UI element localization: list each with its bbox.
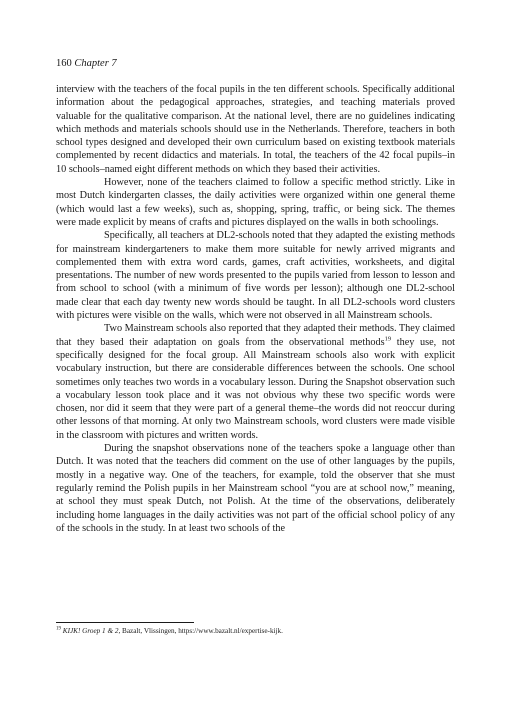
footnote-title: KIJK! Groep 1 & 2 (62, 627, 119, 635)
footnote-reference[interactable]: 19 (384, 335, 392, 343)
footnote-divider (56, 622, 194, 623)
footnote (56, 627, 476, 636)
footnote-source: , Bazalt, Vlissingen, https://www.bazalt.nl/expertise-kijk. (118, 627, 283, 635)
paragraph-5: During the snapshot observations none of the teachers spoke a language other than Dutch. It was noted that the teachers did comment on the use of other languages by the pupils, mostly in a negative way. One of the teachers, for example, told the observer that she must regularly remind the Polish pupils in her Mainstream school “you are at school now,” meaning, at school they must speak Dutch, not Polish. At the time of the observations, deliberately including home languages in the daily activities was not part of the official school policy of any of the schools in the study. In at least two schools of the (56, 443, 455, 534)
page-number: 160 (56, 58, 72, 69)
body-text (56, 83, 455, 535)
paragraph-4-text-b: they use, not specifically designed for the focal group. All Mainstream schools also work with explicit vocabulary instruction, but there are considerable differences between the schools. One school sometimes only teaches two words in a vocabulary lesson. During the Snapshot observation such a vocabulary lesson took place and it was not obvious why these two specific words were chosen, nor did it seem that they were part of a general theme–the words did not reoccur during other lessons of that morning. At only two Mainstream schools, word clusters were made visible in the classroom with pictures and written words. (56, 336, 455, 441)
running-head (56, 57, 117, 70)
paragraph-4 (56, 322, 455, 442)
chapter-title: Chapter 7 (74, 58, 117, 69)
paragraph-2: However, none of the teachers claimed to follow a specific method strictly. Like in most Dutch kindergarten classes, the daily activities were organized within one general theme (which would last a few weeks), such as, shopping, spring, traffic, or being sick. The themes were made explicit by means of crafts and pictures displayed on the walls in both schoolings. (56, 177, 455, 228)
paragraph-4-text-a: Two Mainstream schools also reported that they adapted their methods. They claimed that they based their adaptation on goals from the observational methods (56, 323, 455, 348)
paragraph-3: Specifically, all teachers at DL2-schools noted that they adapted the existing methods for mainstream kindergarteners to make them more suitable for newly arrived migrants and complemented them with extra word cards, games, craft activities, worksheets, and digital presentations. The number of new words presented to the pupils varied from lesson to lesson and from school to school (with a minimum of five words per lesson); although one DL2-school made clear that each day twenty new words should be taught. In all DL2-schools word clusters with pictures were visible on the walls, which were not observed in all Mainstream schools. (56, 230, 455, 322)
paragraph-1: interview with the teachers of the focal pupils in the ten different schools. Specifically additional information about the pedagogical approaches, strategies, and teaching materials proved valuable for the qualitative comparison. At the national level, there are no guidelines indicating which methods and materials schools should use in the Netherlands. Therefore, teachers in both school types designed and developed their own curriculum based on existing textbook materials complemented by recent didactics and materials. In total, the teachers of the 42 focal pupils–in 10 schools–named eight different methods on which they based their activities. (56, 84, 455, 175)
footnote-number: 19 (56, 626, 61, 632)
